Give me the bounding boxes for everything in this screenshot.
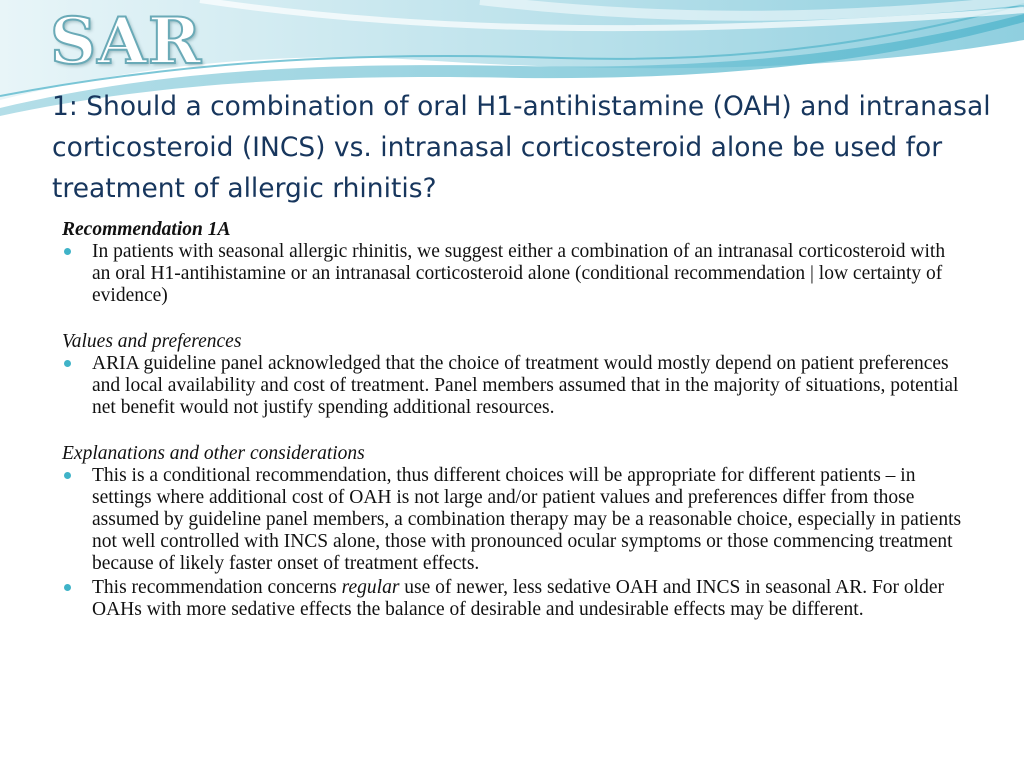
list-item	[62, 241, 962, 307]
explanations-list	[62, 465, 962, 621]
bullet-dot-icon	[64, 584, 71, 591]
list-item	[62, 577, 962, 621]
slide-logo-title: SAR	[50, 4, 203, 79]
list-item	[62, 465, 962, 575]
slide-question: 1: Should a combination of oral H1-antihistamine (OAH) and intranasal corticosteroid (INCS) vs. intranasal corticosteroid alone be used for treatment of allergic rhinitis?	[52, 91, 991, 204]
list-item-text: ARIA guideline panel acknowledged that the choice of treatment would mostly depend on patient preferences and local availability and cost of treatment. Panel members assumed that in the majority of situations, potential net benefit would not justify spending additional resources.	[92, 353, 959, 418]
values-list	[62, 353, 962, 419]
section-heading-explanations: Explanations and other considerations	[62, 443, 365, 464]
section-heading-values: Values and preferences	[62, 331, 242, 352]
list-item	[62, 353, 962, 419]
slide-content	[62, 219, 962, 623]
bullet-dot-icon	[64, 472, 71, 479]
list-item-text: This is a conditional recommendation, thus different choices will be appropriate for different patients – in settings where additional cost of OAH is not large and/or patient values and preferences differ from those assumed by guideline panel members, a combination therapy may be a reasonable choice, especially in patients not well controlled with INCS alone, those with pronounced ocular symptoms or those commencing treatment because of likely faster onset of treatment effects.	[92, 465, 962, 574]
list-item-text-after: use of newer, less sedative OAH and INCS in seasonal AR. For older OAHs with more sedative effects the balance of desirable and undesirable effects may be different.	[92, 577, 944, 620]
emphasis-text: regular	[341, 577, 400, 598]
list-item-text: In patients with seasonal allergic rhinitis, we suggest either a combination of an intranasal corticosteroid with an oral H1-antihistamine or an intranasal corticosteroid alone (conditional recommendation | low certainty of evidence)	[92, 241, 946, 306]
section-heading-recommendation: Recommendation 1A	[62, 219, 231, 240]
list-item-text-before: This recommendation concerns	[92, 577, 342, 598]
bullet-dot-icon	[64, 360, 71, 367]
bullet-dot-icon	[64, 248, 71, 255]
recommendation-list	[62, 241, 962, 307]
